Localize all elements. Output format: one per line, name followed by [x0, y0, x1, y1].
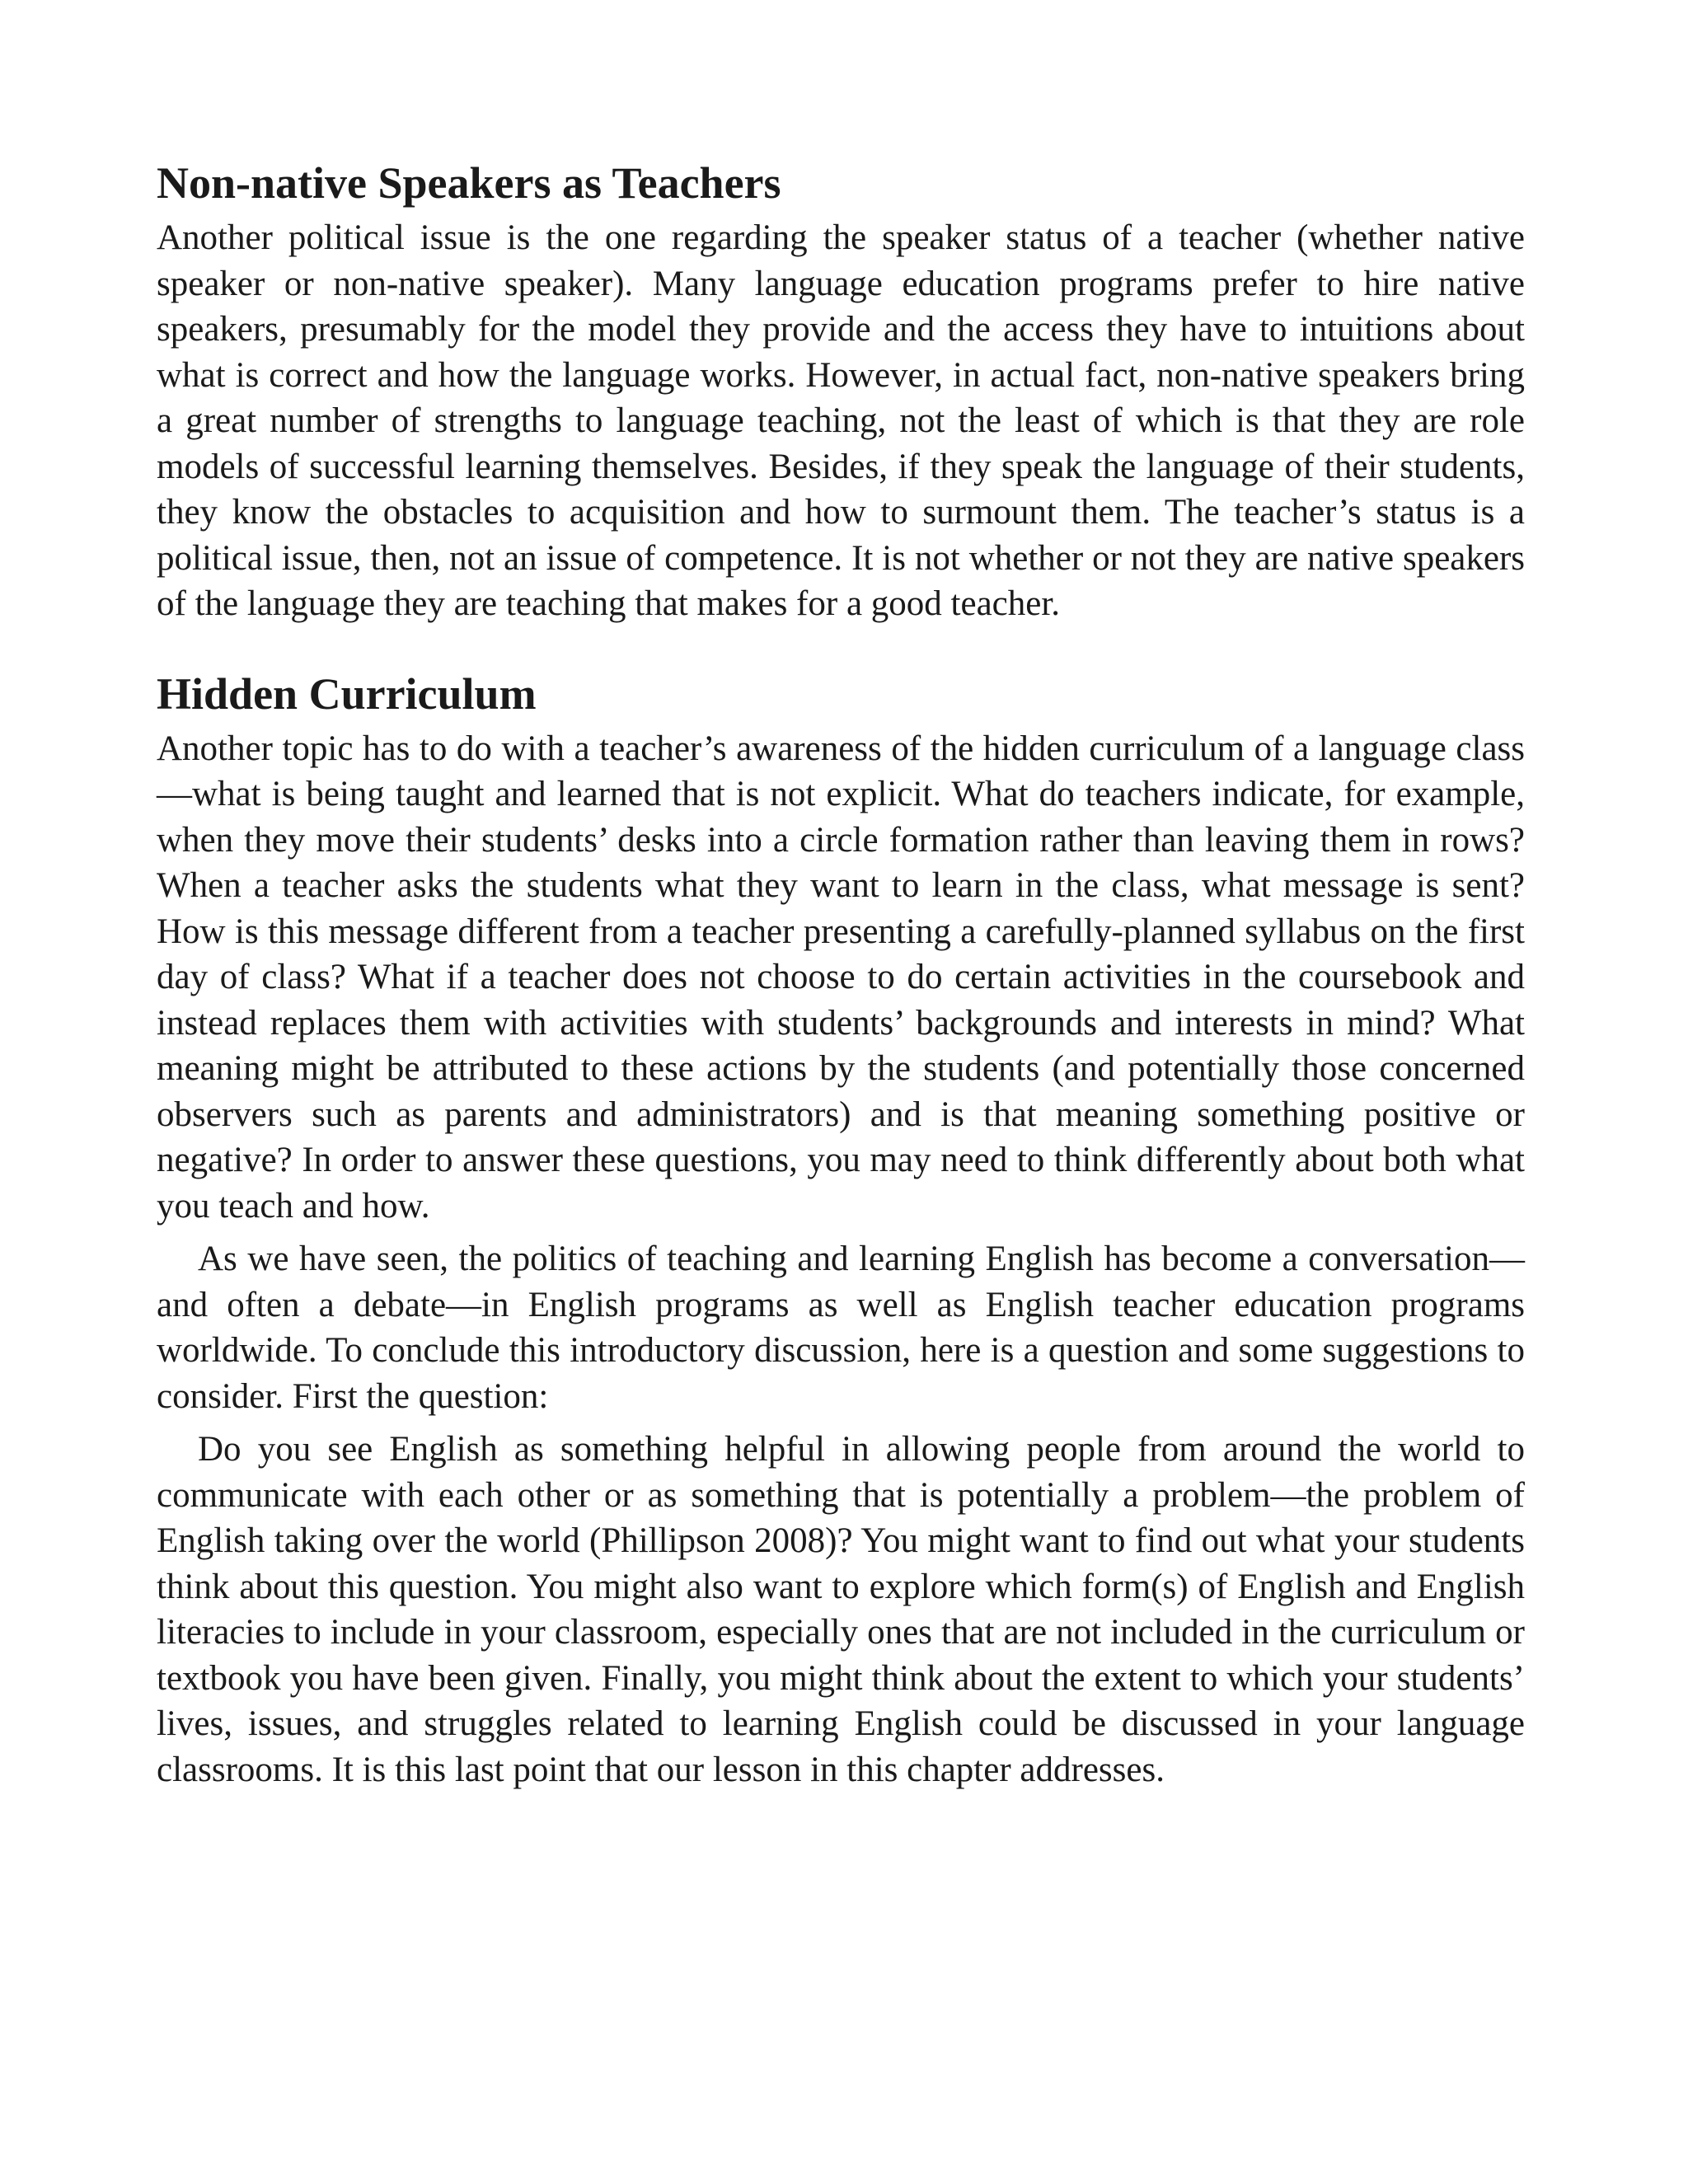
- document-page: [157, 152, 1525, 1793]
- body-paragraph: As we have seen, the politics of teaching and learning English has become a conversation—and often a debate—in English programs as well as English teacher education programs worldwide. To conclude this introductory discussion, here is a question and some suggestions to consider. First the question:: [157, 1240, 1525, 1416]
- body-paragraph: Do you see English as something helpful in allowing people from around the world to communicate with each other or as something that is potentially a problem—the problem of English taking over the world (Phillipson 2008)? You might want to find out what your students think about this question. You might also want to explore which form(s) of English and English literacies to include in your classroom, especially ones that are not included in the curriculum or textbook you have been given. Finally, you might think about the extent to which your students’ lives, issues, and struggles related to learning English could be discussed in your language classrooms. It is this last point that our lesson in this chapter addresses.: [157, 1430, 1525, 1789]
- section-heading: Hidden Curriculum: [157, 668, 537, 719]
- body-paragraph: Another topic has to do with a teacher’s awareness of the hidden curriculum of a language class—what is being taught and learned that is not explicit. What do teachers indicate, for example, when they move their students’ desks into a circle formation rather than leaving them in rows? When a teacher asks the students what they want to learn in the class, what message is sent? How is this message different from a teacher presenting a carefully-planned syllabus on the first day of class? What if a teacher does not choose to do certain activities in the coursebook and instead replaces them with activities with students’ backgrounds and interests in mind? What meaning might be attributed to these actions by the students (and potentially those concerned observers such as parents and administrators) and is that meaning something positive or negative? In order to answer these questions, you may need to think differently about both what you teach and how.: [157, 729, 1525, 1226]
- section-hidden-curriculum: [157, 663, 1525, 1793]
- section-heading: Non-native Speakers as Teachers: [157, 158, 781, 208]
- section-non-native-speakers: [157, 152, 1525, 627]
- body-paragraph: Another political issue is the one regarding the speaker status of a teacher (whether native speaker or non-native speaker). Many language education programs prefer to hire native speakers, presumably for the model they provide and the access they have to intuitions about what is correct and how the language works. However, in actual fact, non-native speakers bring a great number of strengths to language teaching, not the least of which is that they are role models of successful learning themselves. Besides, if they speak the language of their students, they know the obstacles to acquisition and how to surmount them. The teacher’s status is a political issue, then, not an issue of competence. It is not whether or not they are native speakers of the language they are teaching that makes for a good teacher.: [157, 218, 1525, 623]
